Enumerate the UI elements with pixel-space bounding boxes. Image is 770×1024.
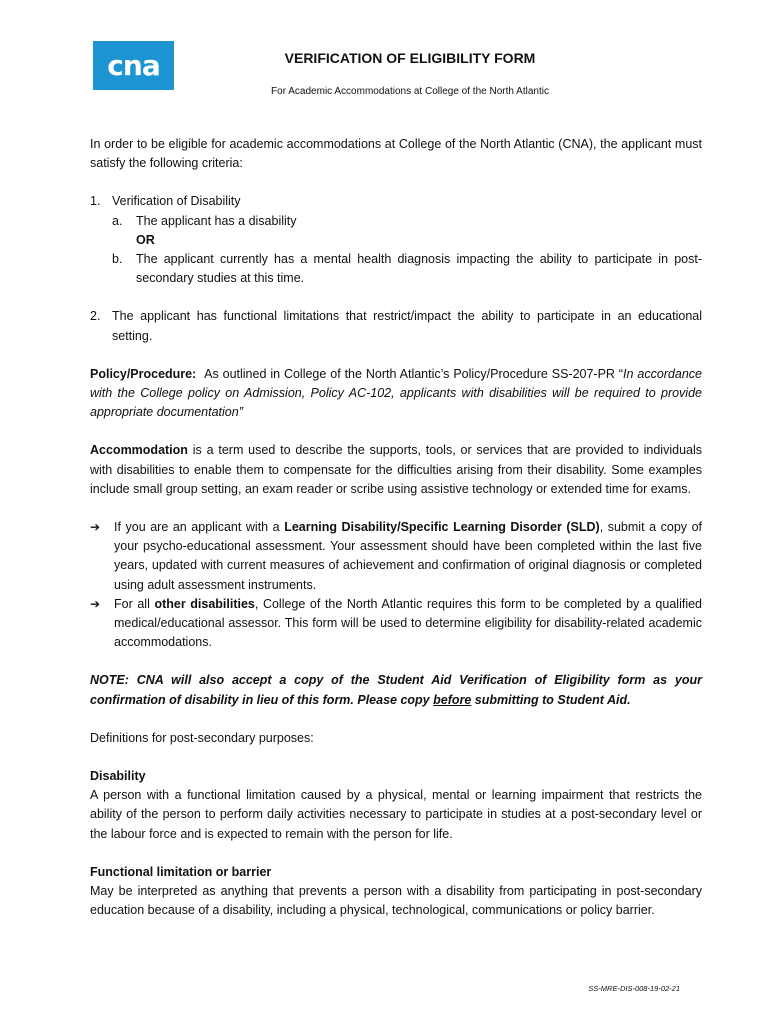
note-pre: NOTE: CNA will also accept a copy of the Student Aid Verification of Eligibility form as your confirmation of disability in lieu of this form. Please copy: [90, 673, 702, 707]
logo-text: cna: [107, 48, 160, 82]
form-body: [90, 135, 702, 921]
bullet-post: , College of the North Atlantic requires this form to be completed by a qualified medical/educational assessor. This form will be used to determine eligibility for disability-related academic accommodations.: [114, 596, 702, 650]
arrow-right-icon: ➔: [90, 520, 101, 535]
criterion-2: [90, 307, 702, 345]
bullet-sld: [90, 518, 702, 595]
definition-term: Functional limitation or barrier: [90, 864, 272, 879]
criterion-1a: [90, 212, 702, 231]
policy-label: Policy/Procedure:: [90, 366, 197, 381]
intro-paragraph: In order to be eligible for academic accommodations at College of the North Atlantic (CNA), the applicant must satisfy the following criteria:: [90, 137, 702, 171]
bullet-other: [90, 595, 702, 653]
cna-logo: [93, 41, 174, 90]
criterion-number: 1.: [90, 194, 101, 209]
accommodation-paragraph: [90, 441, 702, 499]
bullet-pre: For all: [114, 596, 155, 611]
criterion-text: The applicant has functional limitations that restrict/impact the ability to participate in an educational setting.: [112, 309, 702, 343]
bullet-pre: If you are an applicant with a: [114, 520, 285, 535]
criterion-text: Verification of Disability: [112, 194, 241, 209]
sub-letter: b.: [112, 252, 123, 267]
policy-quote: In accordance with the College policy on Admission, Policy AC-102, applicants with disabilities will be required to provide appropriate documentation”: [90, 366, 702, 420]
note-post: submitting to Student Aid.: [471, 692, 631, 707]
definition-term: Disability: [90, 769, 146, 784]
page-title: VERIFICATION OF ELIGIBILITY FORM: [284, 50, 536, 66]
note-paragraph: [90, 671, 702, 709]
page-subtitle: For Academic Accommodations at College of the North Atlantic: [271, 86, 549, 97]
accommodation-text: is a term used to describe the supports, tools, or services that are provided to individuals with disabilities to enable them to compensate for the difficulties arising from their disability. Some examples include small group setting, an exam reader or scribe using assistive technology or extended time for exams.: [90, 443, 702, 496]
policy-paragraph: [90, 365, 702, 423]
definition-text: May be interpreted as anything that prevents a person with a disability from participating in post-secondary education because of a disability, including a physical, technological, communications or policy barrier.: [90, 884, 702, 918]
arrow-right-icon: ➔: [90, 596, 101, 611]
sub-letter: a.: [112, 213, 123, 228]
form-code: SS-MRE-DIS-008-19-02-21: [588, 984, 680, 993]
criterion-1b: [90, 250, 702, 288]
definitions-intro: Definitions for post-secondary purposes:: [90, 730, 314, 745]
sub-text: The applicant has a disability: [136, 213, 297, 228]
sub-text: The applicant currently has a mental health diagnosis impacting the ability to participate in post-secondary studies at this time.: [136, 252, 702, 286]
bullet-post: , submit a copy of your psycho-educational assessment. Your assessment should have been completed within the last five years, updated with current measures of achievement and confirmation of original diagnosis or completed using adult assessment instruments.: [114, 520, 702, 592]
bullet-bold: other disabilities: [154, 596, 255, 611]
note-underlined: before: [433, 692, 472, 707]
bullet-bold: Learning Disability/Specific Learning Disorder (SLD): [284, 520, 600, 535]
criterion-number: 2.: [90, 309, 101, 324]
accommodation-term: Accommodation: [90, 443, 188, 458]
policy-text: As outlined in College of the North Atlantic’s Policy/Procedure SS-207-PR “: [204, 366, 624, 381]
or-label: OR: [136, 232, 155, 247]
definition-text: A person with a functional limitation caused by a physical, mental or learning impairment that restricts the ability of the person to perform daily activities necessary to participate in studies at a post-secondary level or the labour force and is expected to remain with the person for life.: [90, 788, 702, 841]
criterion-1: [90, 192, 702, 211]
